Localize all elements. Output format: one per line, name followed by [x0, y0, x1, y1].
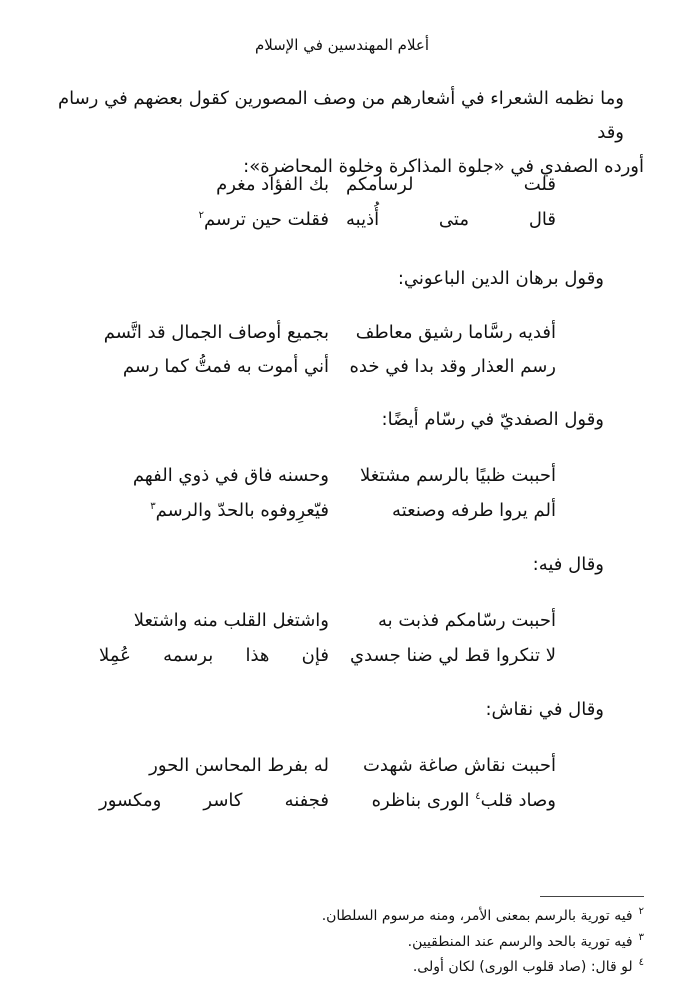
hemistich-left — [199, 203, 329, 237]
hemistich-left: له بفرط المحاسن الحور — [149, 755, 329, 776]
hemistich-right-text-b: الورى بناظره — [371, 790, 476, 811]
section-heading-baouni: وقول برهان الدين الباعوني: — [397, 268, 604, 289]
hemistich-right: أحببت نقاش صاغة شهدت — [362, 755, 556, 776]
hemistich-right: قلت لرسامكم — [346, 174, 556, 195]
poem4-verse-2 — [0, 639, 684, 673]
footnote-text: فيه تورية بالحد والرسم عند المنطقيين. — [407, 934, 633, 950]
poem5-verse-2 — [0, 784, 684, 818]
hemistich-right: أفديه رسَّاما رشيق معاطف — [355, 322, 556, 343]
hemistich-right-text-a: وصاد قلب — [480, 790, 556, 811]
hemistich-right: قال متى أُذيبه — [346, 209, 556, 230]
running-title: أعلام المهندسين في الإسلام — [254, 36, 430, 54]
footnote-number: ٤ — [638, 957, 644, 969]
footnote-text: فيه تورية بالرسم بمعنى الأمر، ومنه مرسوم السلطان. — [321, 908, 633, 924]
hemistich-right: لا تنكروا قط لي ضنا جسدي — [350, 645, 556, 666]
poem4-verse-1 — [0, 604, 684, 638]
poem1-verse-1 — [0, 168, 684, 202]
hemistich-left: فإن هذا برسمه عُمِلا — [99, 645, 329, 666]
hemistich-left: بك الفؤاد مغرم — [216, 174, 329, 195]
poem3-verse-1 — [0, 459, 684, 493]
hemistich-right: ألم يروا طرفه وصنعته — [392, 500, 556, 521]
hemistich-left: أني أموت به فمتُّ كما رسم — [122, 356, 329, 377]
hemistich-left: واشتغل القلب منه واشتعلا — [133, 610, 329, 631]
poem2-verse-2 — [0, 350, 684, 384]
footnote-2 — [44, 904, 644, 928]
footnote-text: لو قال: (صاد قلوب الورى) لكان أولى. — [412, 959, 633, 975]
footnote-marker: ٤ — [475, 791, 481, 802]
hemistich-left: بجميع أوصاف الجمال قد اتَّسم — [103, 322, 329, 343]
hemistich-right: أحببت ظبيًا بالرسم مشتغلا — [359, 465, 556, 486]
hemistich-right: أحببت رسّامكم فذبت به — [377, 610, 556, 631]
footnote-separator — [540, 896, 644, 897]
footnote-number: ٣ — [638, 932, 644, 944]
footnote-number: ٢ — [638, 906, 644, 918]
hemistich-left-text: فيّعرِوفوه بالحدّ والرسم — [155, 500, 329, 521]
poem1-verse-2 — [0, 203, 684, 237]
footnote-marker: ٣ — [150, 501, 156, 512]
section-heading-safadi: وقول الصفديّ في رسّام أيضًا: — [381, 409, 604, 430]
poem3-verse-2 — [0, 494, 684, 528]
footnote-marker: ٢ — [198, 210, 204, 221]
poem5-verse-1 — [0, 749, 684, 783]
section-heading-naqqash: وقال في نقاش: — [485, 699, 604, 720]
hemistich-left: فجفنه كاسر ومكسور — [99, 790, 329, 811]
section-heading-wa-qal-fihi: وقال فيه: — [532, 554, 604, 575]
hemistich-left — [99, 494, 329, 528]
hemistich-right: رسم العذار وقد بدا في خده — [349, 356, 556, 377]
intro-line-2: أورده الصفدي في «جلوة المذاكرة وخلوة المحاضرة»: — [243, 156, 644, 177]
poem2-verse-1 — [0, 316, 684, 350]
hemistich-left: وحسنه فاق في ذوي الفهم — [132, 465, 329, 486]
hemistich-left-text: فقلت حين ترسم — [203, 209, 329, 230]
footnote-4 — [44, 955, 644, 979]
intro-line-1: وما نظمه الشعراء في أشعارهم من وصف المصورين كقول بعضهم في رسام وقد — [57, 88, 624, 143]
hemistich-right — [346, 784, 556, 818]
footnote-3 — [44, 930, 644, 954]
